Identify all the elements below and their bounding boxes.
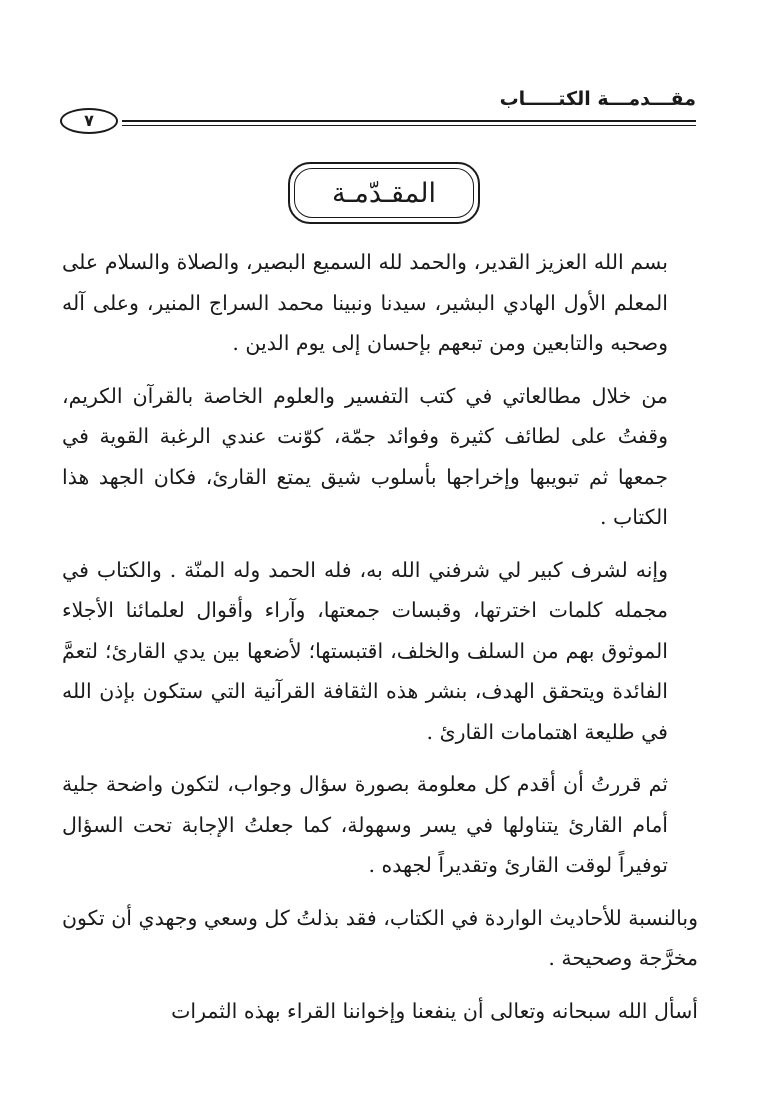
paragraph-6: أسأل الله سبحانه وتعالى أن ينفعنا وإخواننا القراء بهذه الثمرات	[171, 998, 698, 1023]
paragraph-4: ثم قررتُ أن أقدم كل معلومة بصورة سؤال وجواب، لتكون واضحة جلية أمام القارئ يتناولها في يسر وسهولة، كما جعلتُ الإجابة تحت السؤال توفيراً لوقت القارئ وتقديراً لجهده .	[62, 772, 668, 877]
paragraph-3: وإنه لشرف كبير لي شرفني الله به، فله الحمد وله المنّة . والكتاب في مجمله كلمات اخترتها، وقبسات جمعتها، وآراء وأقوال لعلمائنا الأجلاء الموثوق بهم من السلف والخلف، اقتبستها؛ لأضعها بين يدي القارئ؛ لتعمَّ الفائدة ويتحقق الهدف، بنشر هذه الثقافة القرآنية التي ستكون بإذن الله في طليعة اهتمامات القارئ .	[62, 557, 668, 744]
paragraph-1: بسم الله العزيز القدير، والحمد لله السميع البصير، والصلاة والسلام على المعلم الأول الهادي البشير، سيدنا ونبينا محمد السراج المنير، وعلى آله وصحبه والتابعين ومن تبعهم بإحسان إلى يوم الدين .	[62, 250, 668, 355]
paragraph-5: وبالنسبة للأحاديث الواردة في الكتاب، فقد بذلتُ كل وسعي وجهدي أن تكون مخرَّجة وصحيحة .	[62, 905, 698, 970]
section-title-frame	[288, 162, 480, 224]
page-header	[60, 88, 696, 148]
section-title: المقـدّمـة	[332, 177, 436, 209]
paragraph-2: من خلال مطالعاتي في كتب التفسير والعلوم الخاصة بالقرآن الكريم، وقفتُ على لطائف كثيرة وفوائد جمّة، كوّنت عندي الرغبة القوية في جمعها ثم تبويبها وإخراجها بأسلوب شيق يمتع القارئ، فكان الجهد هذا الكتاب .	[62, 383, 668, 529]
page-number: ٧	[60, 108, 118, 134]
header-rule-thick	[122, 120, 696, 122]
running-title: مقـــدمـــة الكتـــــاب	[499, 88, 696, 110]
header-rule-thin	[122, 125, 696, 126]
body-text	[62, 242, 698, 1043]
